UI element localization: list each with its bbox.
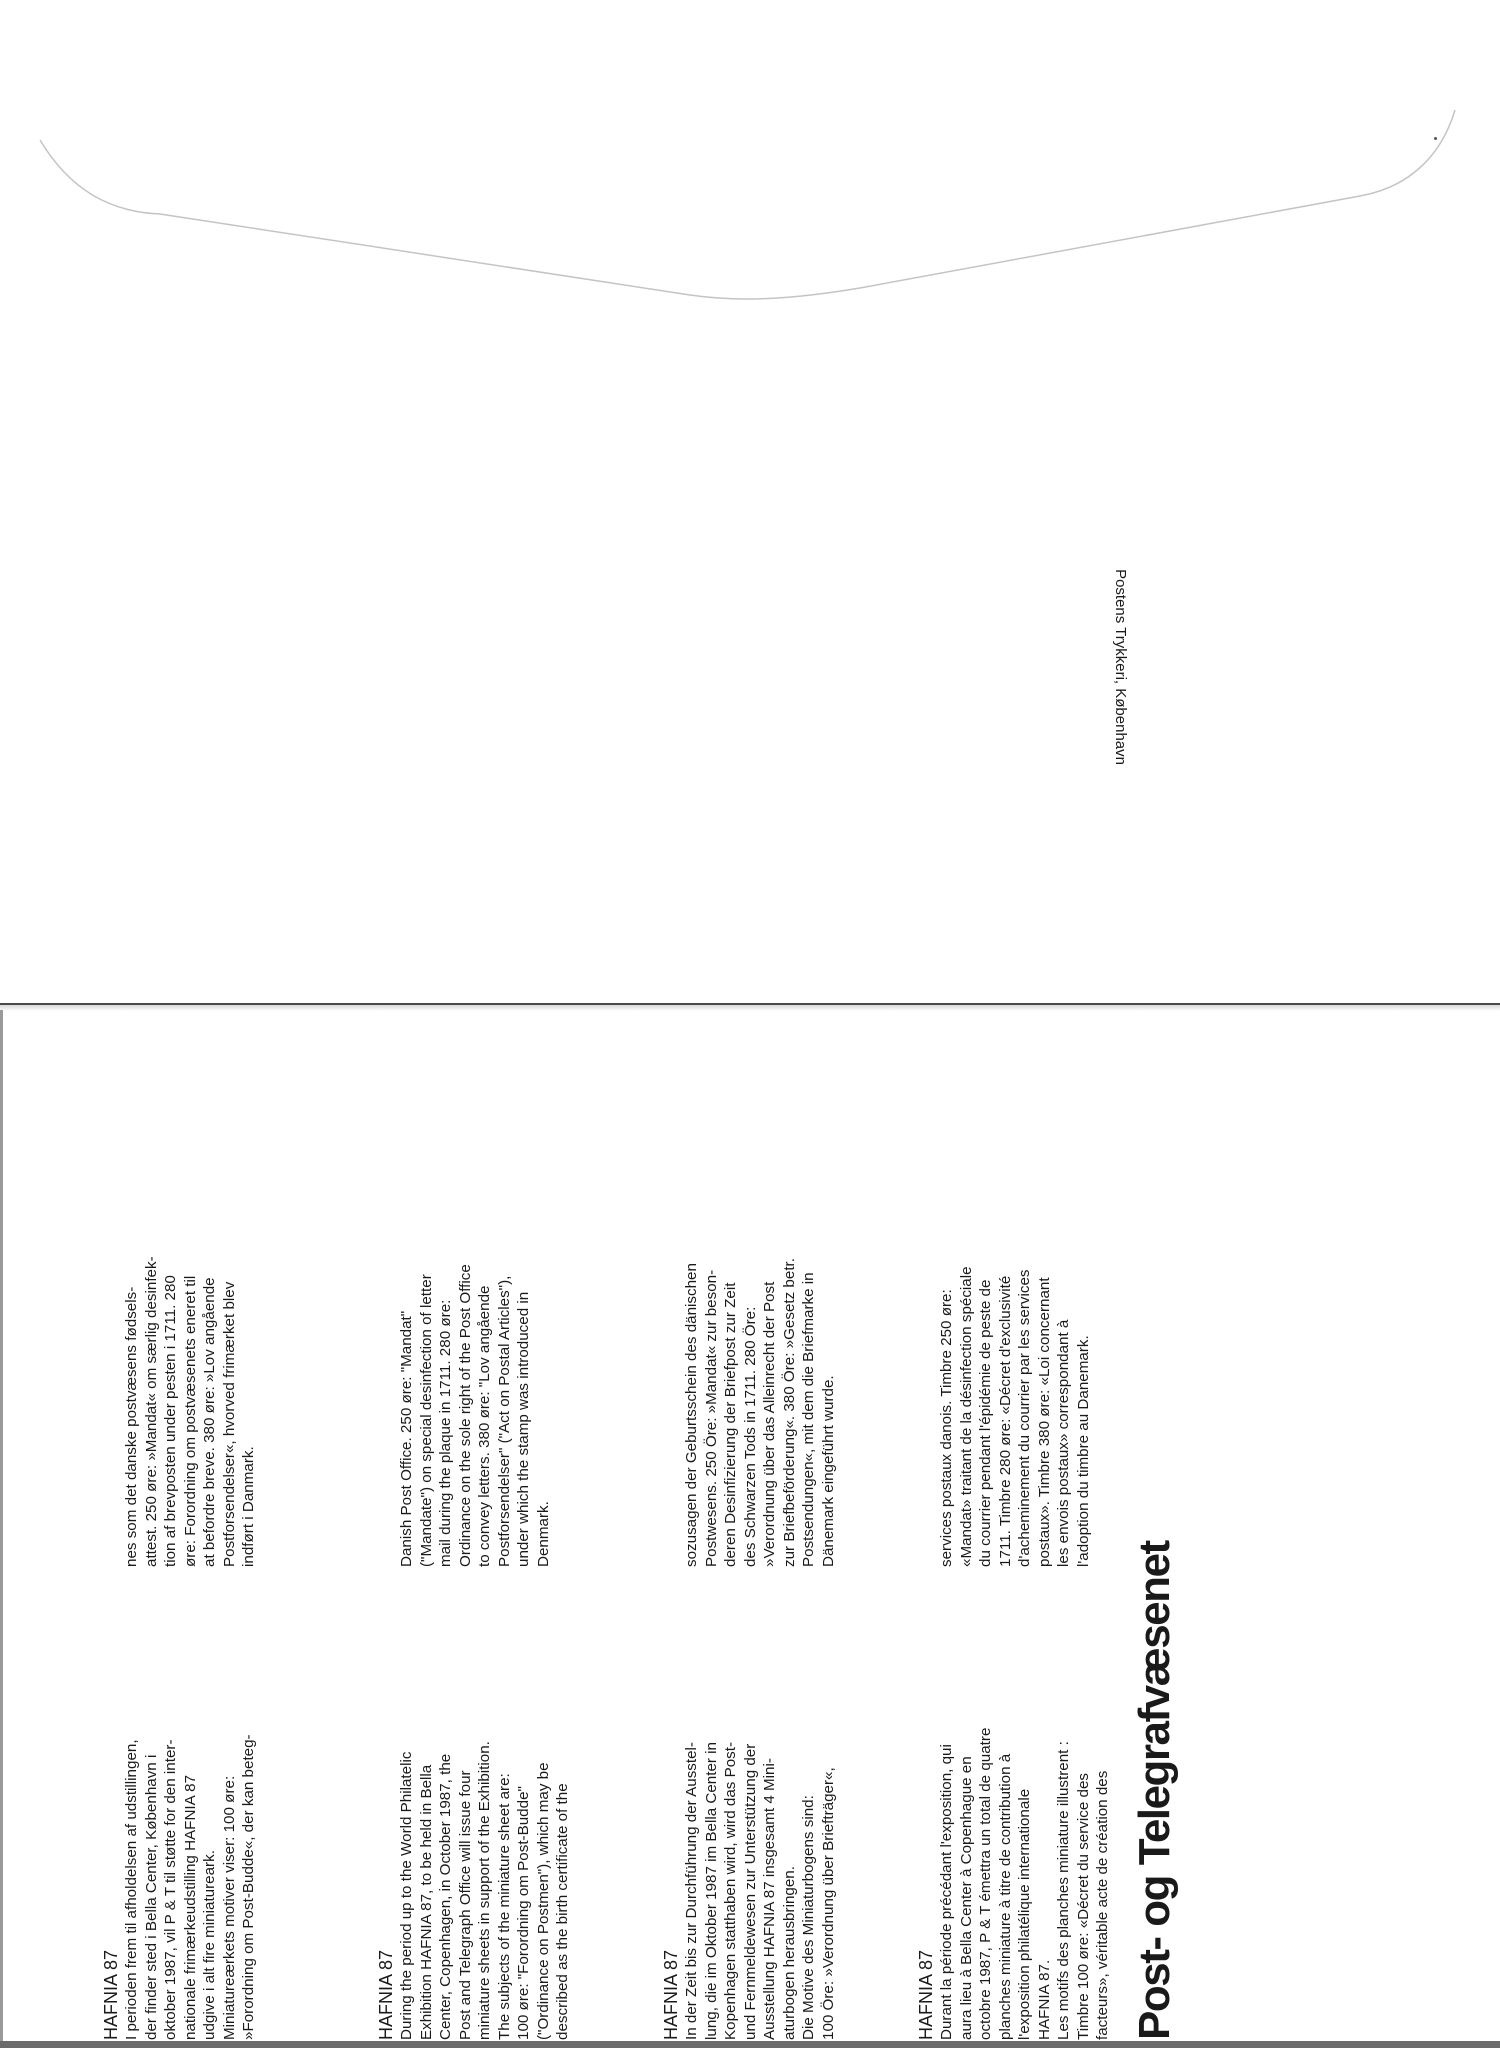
text-column-left: In der Zeit bis zur Durchführung der Ausstel- lung, die im Oktober 1987 im Bella Center in Kopenhagen statthaben wird, wird das Post- und Fernmeldewesen zur Unterstützung der Ausstellung HAFNIA 87 insgesamt 4 Mini- aturbogen herausbringen. Die Motive des Miniaturbogens sind: 100 Öre: »Verordnung über Briefträger«, xyxy=(683,1741,837,2040)
section-title: HAFNIA 87 xyxy=(661,1949,681,2040)
text-column-left: During the period up to the World Philatelic Exhibition HAFNIA 87, to be held in Bella Center, Copenhagen, in October 1987, the Post and Telegraph Office will issue four miniature sheets in support of the Exhibition. The subjects of the miniature sheet are: 100 øre: "Forordning om Post-Budde" ("Ordinance on Postmen"), which may be described as the birth certificate of the xyxy=(398,1741,571,2040)
insert-text-block xyxy=(100,569,1190,2040)
text-column-right: services postaux danois. Timbre 250 øre: «Mandat» traitant de la désinfection spéciale du courrier pendant l'épidémie de peste de 1711. Timbre 280 øre: «Décret d'exclusivité d'acheminement du courrier par les services postaux». Timbre 380 øre: «Loi concernant les envois postaux» correspondant à l'adoption du timbre au Danemark. xyxy=(938,1266,1092,1567)
speck xyxy=(1434,137,1437,140)
section-title: HAFNIA 87 xyxy=(916,1949,936,2040)
text-column-left: I perioden frem til afholdelsen af udstillingen, der finder sted i Bella Center, København i oktober 1987, vil P & T til støtte for den inter- nationale frimærkeudstilling HAFNIA 87 udgive i alt fire miniatureark. Miniatureærkets motiver viser: 100 øre: »Forordning om Post-Budde«, der kan beteg- xyxy=(123,1734,257,2040)
card-left-edge xyxy=(0,1010,3,2048)
fold-shadow xyxy=(0,1005,1500,1011)
text-column-right: nes som det danske postvæsens fødsels- attest. 250 øre: »Mandat« om særlig desinfek- tion af brevposten under pesten i 1711. 280 øre: Forordning om postvæsenets eneret til at befordre breve. 380 øre: »Lov angående Postforsendelser«, hvorved frimærket blev indført i Danmark. xyxy=(123,1256,257,1567)
section-title: HAFNIA 87 xyxy=(101,1949,121,2040)
text-column-right: sozusagen der Geburtsschein des dänischen Postwesens. 250 Öre: »Mandat« zur beson- deren Desinfizierung der Briefpost zur Zeit des Schwarzen Tods in 1711. 280 Öre: »Verordnung über das Alleinrecht der Post zur Briefbeförderung«. 380 Öre: »Gesetz betr. Postsendungen«, mit dem die Briefmarke in Dänemark eingeführt wurde. xyxy=(683,1258,837,1567)
printer-credit: Postens Trykkeri, København xyxy=(1112,569,1129,765)
section-title: HAFNIA 87 xyxy=(376,1949,396,2040)
card-bottom-edge xyxy=(0,2041,1500,2048)
text-column-left: Durant la période précédant l'exposition, qui aura lieu à Bella Center à Copenhague en octobre 1987, P & T émettra un total de quatre planches miniature à titre de contribution à l'exposition philatélique internationale HAFNIA 87. Les motifs des planches miniature illustrent : Timbre 100 øre: «Décret du service des facteurs», véritable acte de création des xyxy=(938,1727,1111,2040)
envelope-flap xyxy=(0,0,1500,320)
brand-name: Post- og Telegrafvæsenet xyxy=(1130,1541,1179,2040)
text-column-right: Danish Post Office. 250 øre: "Mandat" ("Mandate") on special desinfection of letter mail during the plaque in 1711. 280 øre: Ordinance on the sole right of the Post Office to convey letters. 380 øre: "Lov angående Postforsendelser" ("Act on Postal Articles"), under which the stamp was introduced in Denmark. xyxy=(398,1264,552,1567)
